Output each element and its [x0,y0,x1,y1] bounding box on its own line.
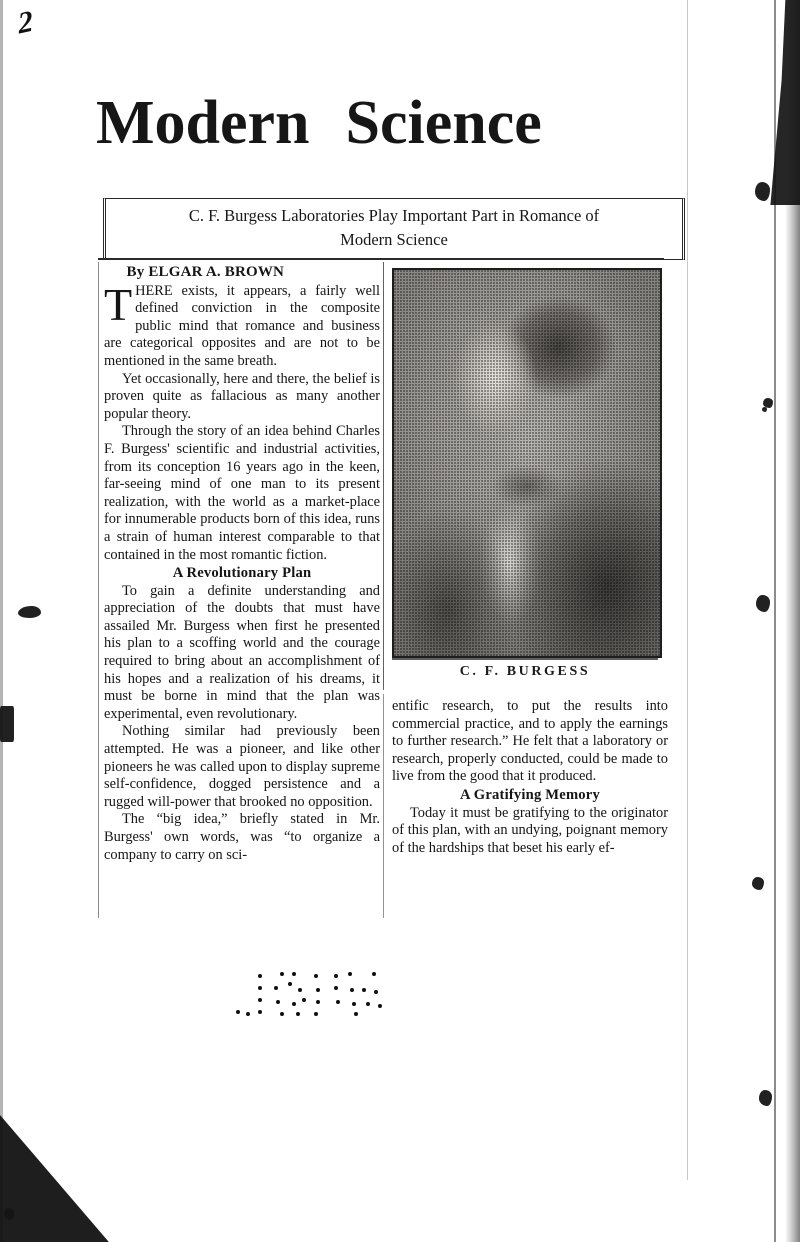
ink-blot [752,877,764,890]
article-column-1 [104,264,380,864]
article-byline: By ELGAR A. BROWN [126,264,285,280]
ink-blot [756,595,770,612]
portrait-photo [392,268,662,658]
ink-blot [18,606,41,618]
subhead-box [103,198,685,260]
ink-blot [4,1208,14,1220]
section-heading-text: A Revolutionary Plan [172,565,312,582]
subhead-line-1: C. F. Burgess Laboratories Play Important Part in Romance of [188,206,600,225]
paragraph-text: entific research, to put the results into commercial practice, and to apply the earnings to further research.” He felt that a laboratory or research, properly conducted, could be made to live from the good that it produced. [392,698,668,785]
column-rule-center-lower [383,694,384,918]
photo-caption: C. F. BURGESS [459,664,591,679]
paragraph [104,371,380,424]
section-heading [392,787,668,805]
article-column-2 [392,698,668,857]
halftone-screen-overlay [394,270,660,656]
paragraph-text: Through the story of an idea behind Charles F. Burgess' scientific and industrial activities, from its conception 16 years ago in the keen, far-seeing mind of one man to its present realization, with the world as a market-place for innumerable products born of this idea, runs a strain of human interest comparable to that contained in the most romantic fiction. [104,423,380,563]
handwritten-page-number: 2 [16,4,34,41]
paragraph [104,811,380,864]
paragraph [104,278,380,371]
paragraph-text: HERE exists, it appears, a fairly well defined conviction in the composite public mind that romance and business are categorical opposites and are not to be mentioned in the same breath. [104,282,380,369]
ink-blot [0,706,14,742]
subhead-line-2: Modern Science [340,230,448,249]
ink-blot [763,398,773,408]
top-right-corner-shadow [734,0,800,205]
ink-blot [762,407,767,412]
ink-blot [759,1090,772,1106]
section-heading [104,565,380,583]
right-page-edge-shadow [774,0,800,1242]
bottom-left-corner-shadow [0,1108,114,1242]
horizontal-rule [98,258,664,260]
caption-rule [392,658,658,660]
paragraph [104,423,380,564]
paper-crease-line [687,0,688,1180]
paragraph [104,583,380,724]
paragraph-text: Today it must be gratifying to the originator of this plan, with an undying, poignant memory of the hardships that beset his early ef- [392,804,668,856]
perforation-stamp [236,968,396,1024]
paragraph [392,805,668,858]
masthead-word-2: Science [345,89,542,157]
drop-cap: T [104,278,133,330]
masthead-word-1: Modern [96,89,310,157]
paragraph-text: The “big idea,” briefly stated in Mr. Burgess' own words, was “to organize a company to carry on sci- [104,811,380,863]
masthead-title [96,82,716,164]
paragraph-text: Nothing similar had previously been attempted. He was a pioneer, and like other pioneers he was called upon to display supreme self-confidence, dogged persistence and a rugged will-power that brooked no opposition. [104,723,380,810]
paragraph [104,723,380,811]
left-page-edge-line [0,0,3,1242]
column-rule-left [98,262,99,918]
paragraph-text: To gain a definite understanding and appreciation of the doubts that must have assailed Mr. Burgess when first he presented his plan to a scoffing world and the courage required to bring about an accomplishment of his hopes and a realization of his dreams, it must be borne in mind that the plan was experimental, even revolutionary. [104,582,380,722]
column-rule-center [383,262,384,690]
ink-blot [755,182,770,201]
right-page-edge-line [774,0,776,1242]
paragraph [392,698,668,786]
paragraph-text: Yet occasionally, here and there, the belief is proven quite as fallacious as many another popular theory. [104,370,380,422]
section-heading-text: A Gratifying Memory [460,786,600,803]
